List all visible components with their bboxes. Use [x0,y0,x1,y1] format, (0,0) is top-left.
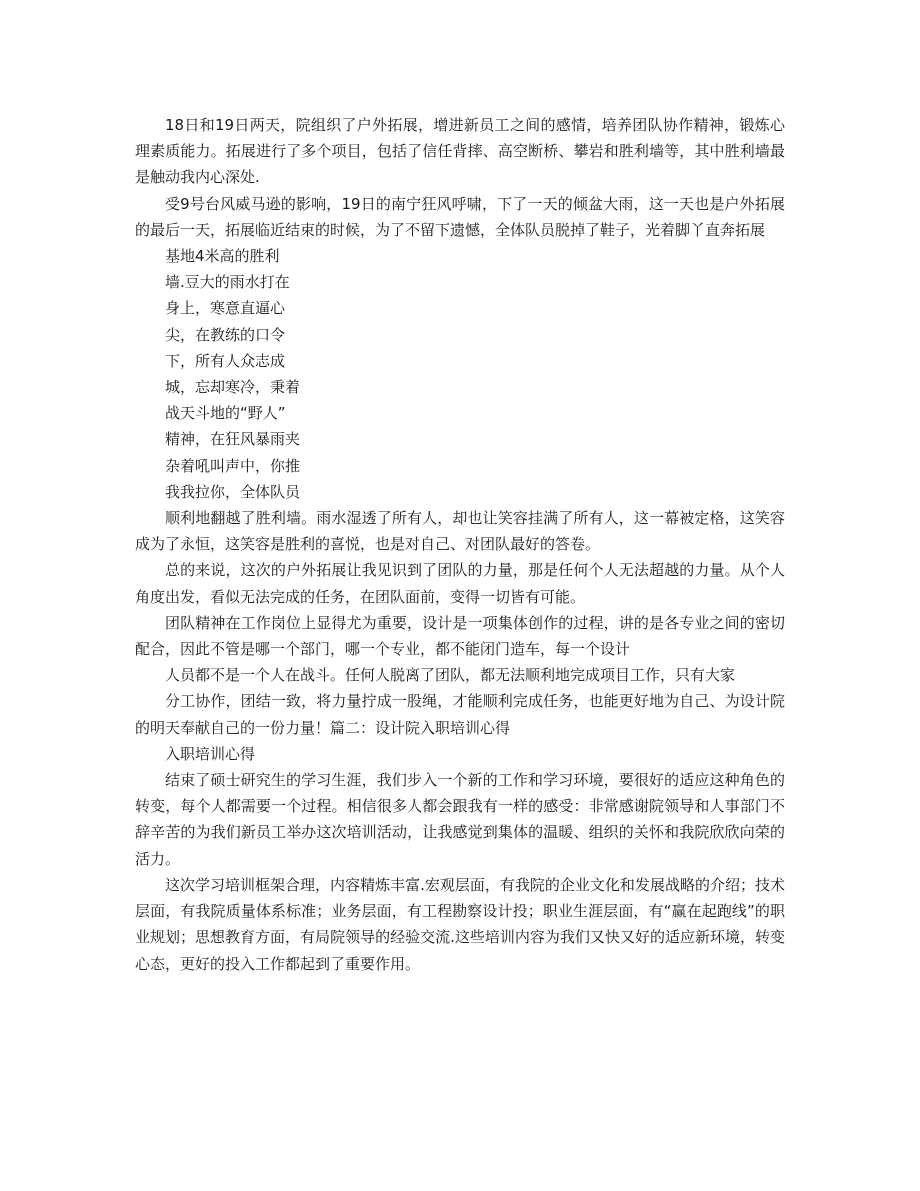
paragraph-line-wall-5: 下，所有人众志成 [165,351,286,370]
paragraph-line-wall-7: 战天斗地的“野人” [165,404,286,423]
paragraph-training-content: 这次学习培训框架合理，内容精炼丰富.宏观层面，有我院的企业文化和发展战略的介绍；技术层面，有我院质量体系标准；业务层面，有工程勘察设计投；职业生涯层面，有“赢在起跑线”的职业规划；思想教育方面，有局院领导的经验交流.这些培训内容为我们又快又好的适应新环境，转变心态，更好的投入工作都起到了重要作用。 [135,875,785,973]
paragraph-outdoor-training: 18日和19日两天，院组织了户外拓展，增进新员工之间的感情，培养团队协作精神，锻炼心理素质能力。拓展进行了多个项目，包括了信任背摔、高空断桥、攀岩和胜利墙等，其中胜利墙最是触动我内心深处. [135,116,785,187]
paragraph-line-wall-3: 身上，寒意直逼心 [165,299,286,318]
paragraph-line-wall-4: 尖，在教练的口令 [165,325,286,344]
paragraph-line-wall-9: 杂着吼叫声中，你推 [165,456,301,475]
paragraph-line-wall-2: 墙.豆大的雨水打在 [165,273,290,292]
section-heading-onboarding: 入职培训心得 [165,744,256,763]
paragraph-line-wall-6: 城，忘却寒冷，秉着 [165,378,301,397]
paragraph-cooperation: 分工协作，团结一致，将力量拧成一股绳，才能顺利完成任务，也能更好地为自己、为设计院的明天奉献自己的一份力量！篇二：设计院入职培训心得 [135,692,785,737]
paragraph-summary: 总的来说，这次的户外拓展让我见识到了团队的力量，那是任何个人无法超越的力量。从个人角度出发，看似无法完成的任务，在团队面前，变得一切皆有可能。 [135,561,785,606]
paragraph-wall-climbed: 顺利地翻越了胜利墙。雨水湿透了所有人，却也让笑容挂满了所有人，这一幕被定格，这笑容成为了永恒，这笑容是胜利的喜悦，也是对自己、对团队最好的答卷。 [135,509,785,554]
paragraph-designers: 人员都不是一个人在战斗。任何人脱离了团队，都无法顺利地完成项目工作，只有大家 [165,666,736,685]
paragraph-line-wall-1: 基地4米高的胜利 [165,247,280,266]
document-body [135,112,785,977]
paragraph-line-wall-10: 我我拉你，全体队员 [165,482,301,501]
paragraph-line-wall-8: 精神，在狂风暴雨夹 [165,430,301,449]
paragraph-onboarding-intro: 结束了硕士研究生的学习生涯，我们步入一个新的工作和学习环境，要很好的适应这种角色的转变，每个人都需要一个过程。相信很多人都会跟我有一样的感受：非常感谢院领导和人事部门不辞辛苦的为我们新员工举办这次培训活动，让我感觉到集体的温暖、组织的关怀和我院欣欣向荣的活力。 [135,771,785,868]
paragraph-typhoon: 受9号台风威马逊的影响，19日的南宁狂风呼啸，下了一天的倾盆大雨，这一天也是户外拓展的最后一天，拓展临近结束的时候，为了不留下遗憾，全体队员脱掉了鞋子，光着脚丫直奔拓展 [135,194,785,239]
paragraph-team-spirit: 团队精神在工作岗位上显得尤为重要，设计是一项集体创作的过程，讲的是各专业之间的密切配合，因此不管是哪一个部门，哪一个专业，都不能闭门造车，每一个设计 [135,613,785,659]
